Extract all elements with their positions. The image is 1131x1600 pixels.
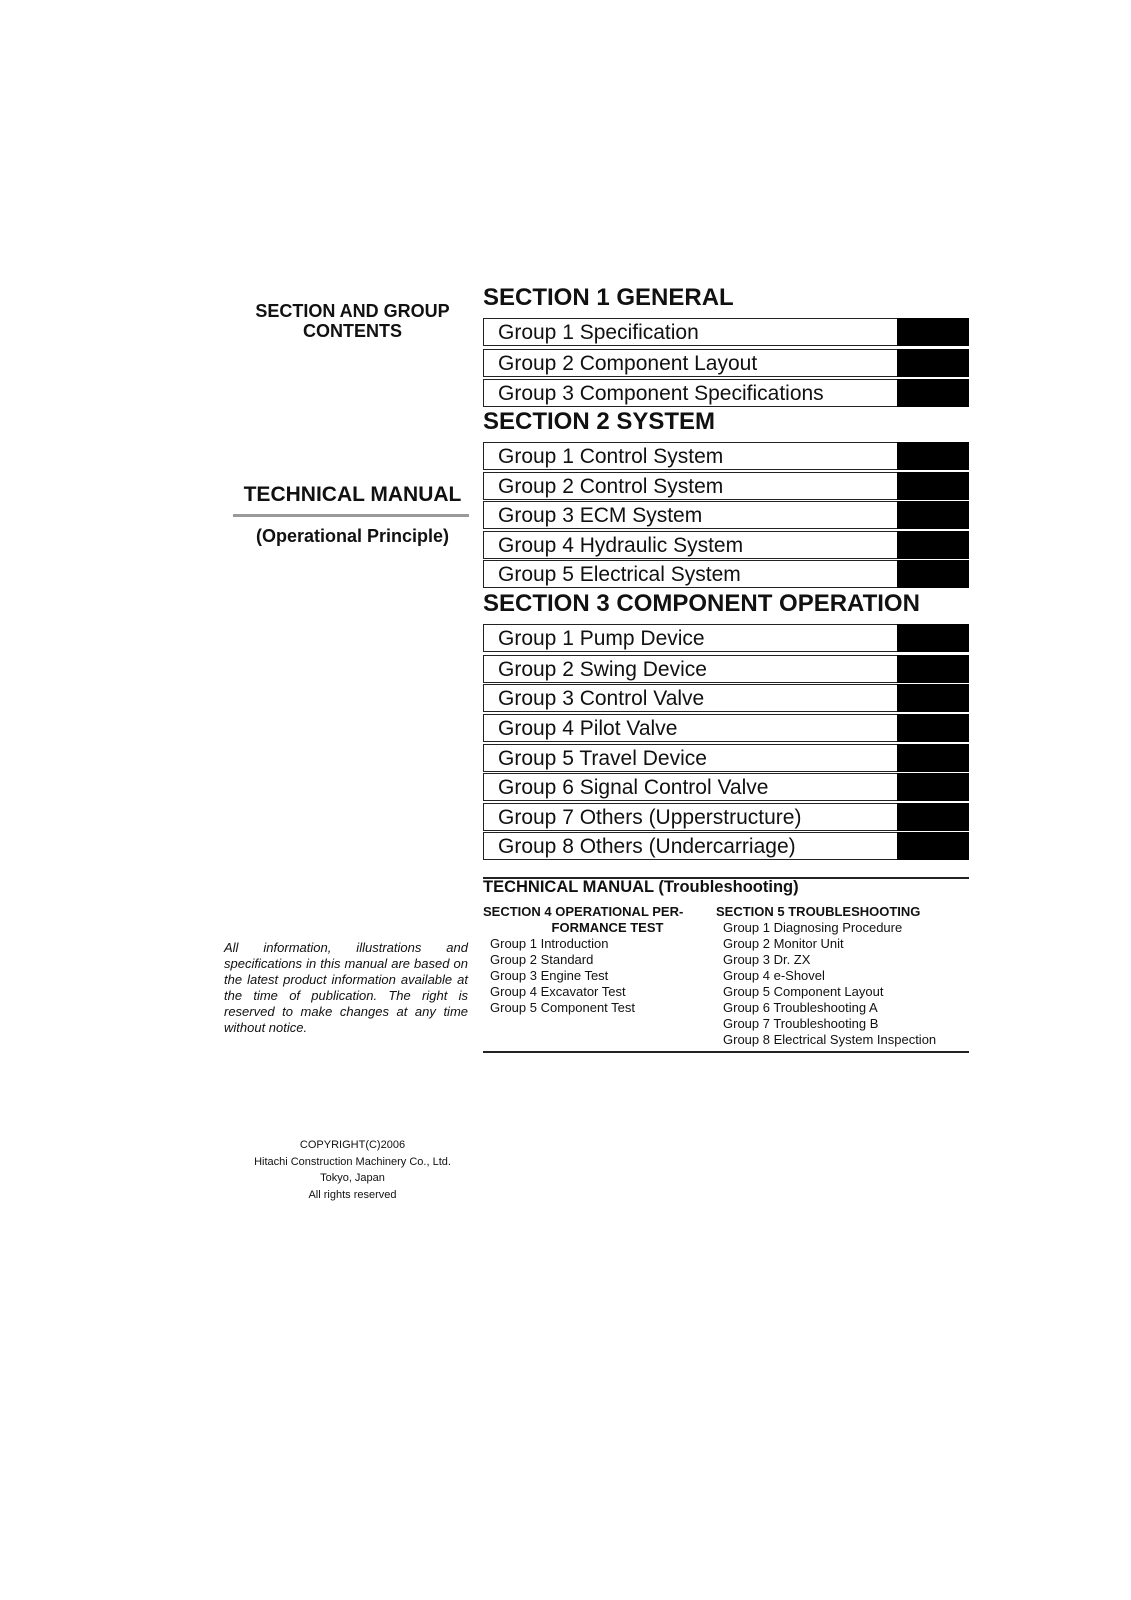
- toc-group-label: Group 3 Component Specifications: [498, 382, 824, 405]
- toc-group-label: Group 1 Control System: [498, 445, 724, 468]
- toc-group-s3-g6[interactable]: [483, 773, 969, 801]
- toc-group-label: Group 3 ECM System: [498, 504, 703, 527]
- thumb-tab: [897, 684, 969, 712]
- contents-heading-line1: SECTION AND GROUP: [255, 301, 450, 321]
- section-4-title-line2: FORMANCE TEST: [551, 920, 664, 935]
- toc-group-s3-g5[interactable]: [483, 744, 969, 772]
- contents-heading-line2: CONTENTS: [303, 321, 402, 341]
- toc-group-label: Group 1 Pump Device: [498, 627, 705, 650]
- section-4-group[interactable]: Group 5 Component Test: [490, 1000, 636, 1015]
- section-1-title: SECTION 1 GENERAL: [483, 284, 734, 311]
- toc-group-label: Group 2 Component Layout: [498, 352, 758, 375]
- manual-title: TECHNICAL MANUAL: [243, 483, 462, 506]
- toc-group-s3-g2[interactable]: [483, 655, 969, 683]
- thumb-tab: [897, 832, 969, 860]
- section-4-group[interactable]: Group 1 Introduction: [490, 936, 609, 951]
- thumb-tab: [897, 624, 969, 652]
- toc-group-label: Group 5 Electrical System: [498, 563, 741, 586]
- section-5-column: [716, 904, 969, 1048]
- contents-heading: [230, 301, 475, 341]
- thumb-tab: [897, 560, 969, 588]
- section-5-group[interactable]: Group 2 Monitor Unit: [723, 936, 844, 951]
- toc-group-s3-g1[interactable]: [483, 624, 969, 652]
- section-5-group[interactable]: Group 5 Component Layout: [723, 984, 884, 999]
- thumb-tab: [897, 803, 969, 831]
- section-2-title: SECTION 2 SYSTEM: [483, 408, 716, 435]
- manual-title-divider: [233, 514, 469, 517]
- toc-group-s2-g5[interactable]: [483, 560, 969, 588]
- toc-group-label: Group 2 Control System: [498, 475, 724, 498]
- section-4-group[interactable]: Group 4 Excavator Test: [490, 984, 626, 999]
- thumb-tab: [897, 379, 969, 407]
- section-4-title-line1: SECTION 4 OPERATIONAL PER-: [483, 904, 684, 919]
- toc-group-s2-g2[interactable]: [483, 472, 969, 500]
- thumb-tab: [897, 318, 969, 346]
- thumb-tab: [897, 714, 969, 742]
- section-4-group[interactable]: Group 3 Engine Test: [490, 968, 609, 983]
- section-5-group[interactable]: Group 4 e-Shovel: [723, 968, 825, 983]
- toc-group-label: Group 4 Pilot Valve: [498, 717, 678, 740]
- troubleshooting-title: TECHNICAL MANUAL (Troubleshooting): [483, 878, 799, 896]
- section-4-column: [483, 904, 708, 1016]
- manual-subtitle: (Operational Principle): [255, 526, 450, 546]
- section-5-title: SECTION 5 TROUBLESHOOTING: [716, 904, 921, 919]
- toc-group-s2-g3[interactable]: [483, 501, 969, 529]
- section-5-group[interactable]: Group 8 Electrical System Inspection: [723, 1032, 937, 1047]
- toc-group-label: Group 2 Swing Device: [498, 658, 707, 681]
- toc-group-s3-g7[interactable]: [483, 803, 969, 831]
- toc-group-label: Group 6 Signal Control Valve: [498, 776, 769, 799]
- thumb-tab: [897, 531, 969, 559]
- toc-group-label: Group 4 Hydraulic System: [498, 534, 744, 557]
- toc-group-s2-g1[interactable]: [483, 442, 969, 470]
- section-5-group[interactable]: Group 6 Troubleshooting A: [723, 1000, 878, 1015]
- section-5-group[interactable]: Group 1 Diagnosing Procedure: [723, 920, 903, 935]
- thumb-tab: [897, 472, 969, 500]
- disclaimer-text: All information, illustrations and specifications in this manual are based on the latest product information available at the time of publication. The right is reserved to make changes at any time without notice.: [224, 940, 468, 1035]
- toc-group-s1-g3[interactable]: [483, 379, 969, 407]
- thumb-tab: [897, 501, 969, 529]
- toc-group-s3-g4[interactable]: [483, 714, 969, 742]
- section-3-title: SECTION 3 COMPONENT OPERATION: [483, 590, 920, 617]
- toc-group-s2-g4[interactable]: [483, 531, 969, 559]
- toc-group-s1-g2[interactable]: [483, 349, 969, 377]
- copyright-line: COPYRIGHT(C)2006: [299, 1139, 406, 1151]
- toc-group-label: Group 1 Specification: [498, 321, 699, 344]
- toc-group-label: Group 7 Others (Upperstructure): [498, 806, 802, 829]
- thumb-tab: [897, 744, 969, 772]
- toc-group-s3-g3[interactable]: [483, 684, 969, 712]
- thumb-tab: [897, 655, 969, 683]
- company-line: Hitachi Construction Machinery Co., Ltd.: [254, 1155, 451, 1168]
- toc-group-s3-g8[interactable]: [483, 832, 969, 860]
- toc-group-s1-g1[interactable]: [483, 318, 969, 346]
- troubleshooting-bottom-rule: [483, 1051, 969, 1053]
- copyright-block: [230, 1137, 475, 1203]
- location-line: Tokyo, Japan: [320, 1172, 385, 1184]
- thumb-tab: [897, 442, 969, 470]
- toc-group-label: Group 5 Travel Device: [498, 747, 707, 770]
- thumb-tab: [897, 773, 969, 801]
- toc-group-label: Group 8 Others (Undercarriage): [498, 835, 796, 858]
- toc-group-label: Group 3 Control Valve: [498, 687, 705, 710]
- section-5-group[interactable]: Group 3 Dr. ZX: [723, 952, 811, 967]
- thumb-tab: [897, 349, 969, 377]
- section-5-group[interactable]: Group 7 Troubleshooting B: [723, 1016, 879, 1031]
- section-4-group[interactable]: Group 2 Standard: [490, 952, 594, 967]
- rights-line: All rights reserved: [308, 1188, 397, 1201]
